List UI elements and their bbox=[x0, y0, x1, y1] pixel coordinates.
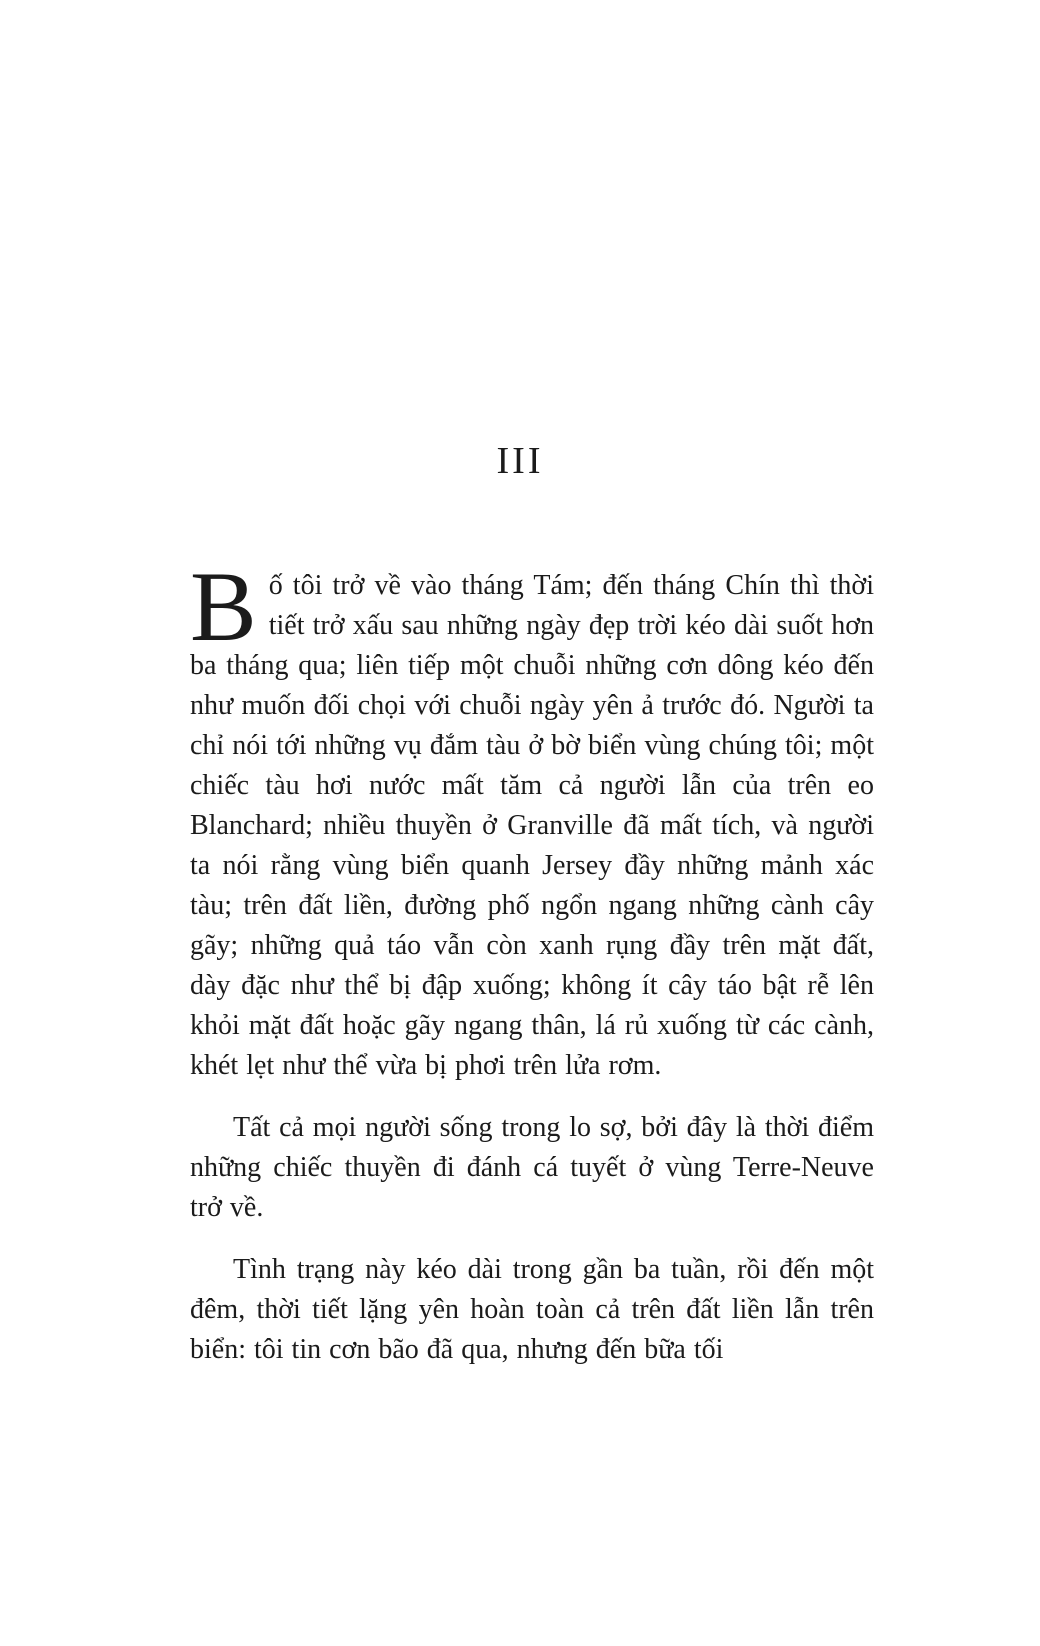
paragraph bbox=[190, 551, 874, 1086]
paragraph bbox=[190, 1108, 874, 1228]
chapter-heading: III bbox=[496, 440, 544, 482]
text-block bbox=[190, 551, 874, 1370]
paragraph-text: Tình trạng này kéo dài trong gần ba tuần, rồi đến một đêm, thời tiết lặng yên hoàn toàn cả trên đất liền lẫn trên biển: tôi tin cơn bão đã qua, nhưng đến bữa tối bbox=[190, 1254, 874, 1365]
paragraph-text: ố tôi trở về vào tháng Tám; đến tháng Chín thì thời tiết trở xấu sau những ngày đẹp trời kéo dài suốt hơn ba tháng qua; liên tiếp một chuỗi những cơn dông kéo đến như muốn đối chọi với chuỗi ngày yên ả trước đó. Người ta chỉ nói tới những vụ đắm tàu ở bờ biển vùng chúng tôi; một chiếc tàu hơi nước mất tăm cả người lẫn của trên eo Blanchard; nhiều thuyền ở Granville đã mất tích, và người ta nói rằng vùng biển quanh Jersey đầy những mảnh xác tàu; trên đất liền, đường phố ngổn ngang những cành cây gãy; những quả táo vẫn còn xanh rụng đầy trên mặt đất, dày đặc như thể bị đập xuống; không ít cây táo bật rễ lên khỏi mặt đất hoặc gãy ngang thân, lá rủ xuống từ các cành, khét lẹt như thể vừa bị phơi trên lửa rơm. bbox=[190, 570, 874, 1081]
drop-cap: B bbox=[190, 551, 257, 662]
paragraph-text: Tất cả mọi người sống trong lo sợ, bởi đây là thời điểm những chiếc thuyền đi đánh cá tuyết ở vùng Terre-Neuve trở về. bbox=[190, 1112, 874, 1223]
paragraph bbox=[190, 1250, 874, 1370]
